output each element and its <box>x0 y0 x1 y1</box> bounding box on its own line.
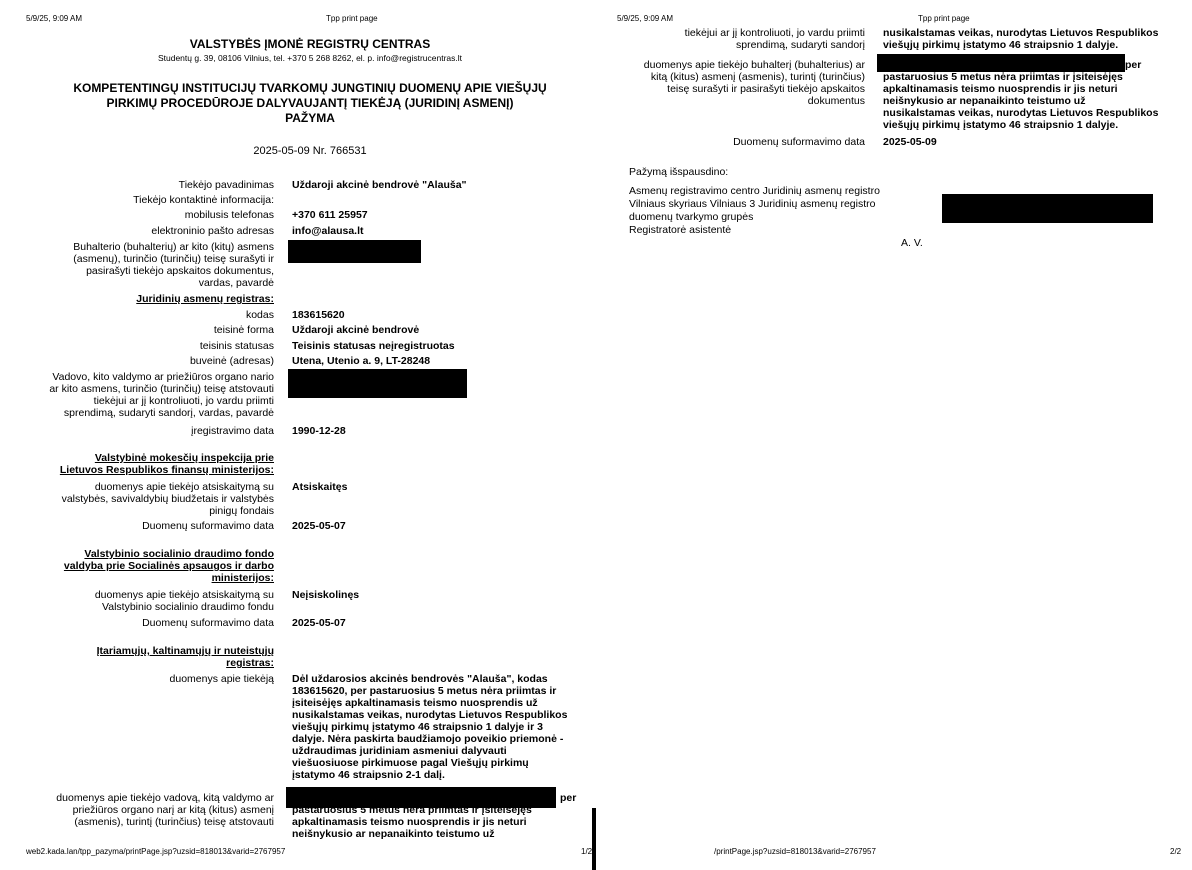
criminal-head-value-cont: nusikalstamas veikas, nurodytas Lietuvos Respublikos viešųjų pirkimų įstatymo 46 straipsnio 1 dalyje. <box>883 27 1159 51</box>
head-label: Vadovo, kito valdymo ar priežiūros organo nario ar kito asmens, turinčio (turinčių) teisę atstovauti tiekėjui ar jį kontroliuoti, jo vardu priimti sprendimą, sudaryti sandorį, vardas, pavardė <box>49 371 274 419</box>
legal-registry-section: Juridinių asmenų registras: <box>136 293 274 305</box>
tax-section: Valstybinė mokesčių inspekcija prie Lietuvos Respublikos finansų ministerijos: <box>59 452 274 476</box>
organization-address: Studentų g. 39, 08106 Vilnius, tel. +370 5 268 8262, el. p. info@registrucentras.lt <box>157 53 463 63</box>
legal-form-label: teisinė forma <box>213 324 274 336</box>
title-line-2: PIRKIMŲ PROCEDŪROJE DALYVAUJANTĮ TIEKĖJĄ (JURIDINĮ ASMENĮ) <box>106 96 514 110</box>
contact-label: Tiekėjo kontaktinė informacija: <box>133 194 274 206</box>
criminal-date-label: Duomenų suformavimo data <box>733 136 865 148</box>
social-date-label: Duomenų suformavimo data <box>142 617 274 629</box>
criminal-supplier-label: duomenys apie tiekėją <box>169 673 274 685</box>
reg-date-value: 1990-12-28 <box>292 425 346 437</box>
print-page-2 <box>596 0 1192 870</box>
tax-date-value: 2025-05-07 <box>292 520 346 532</box>
document-title <box>20 81 600 126</box>
tax-date-label: Duomenų suformavimo data <box>142 520 274 532</box>
legal-form-value: Uždaroji akcinė bendrovė <box>292 324 420 336</box>
social-data-value: Neįsiskolinęs <box>292 589 360 601</box>
redaction-block <box>942 194 1153 223</box>
seat-label: buveinė (adresas) <box>189 355 274 367</box>
criminal-supplier-value: Dėl uždarosios akcinės bendrovės "Alauša", kodas 183615620, per pastaruosius 5 metus nėra priimtas ir įsiteisėjęs apkaltinamasis teismo nuosprendis už nusikalstamas veikas, nurodytas Lietuvos Respublikos viešųjų pirkimų įstatymo 46 straipsnio 1 dalyje ir 3 dalyje. Nėra paskirta baudžiamojo poveikio priemonė - uždraudimas juridiniam asmeniui dalyvauti viešuosiuose pirkimuose pagal Viešųjų pirkimų įstatymo 46 straipsnio 2-1 dalį. <box>292 673 568 781</box>
printed-by-label: Pažymą išspausdino: <box>629 166 729 178</box>
footer-page-number: 1/2 <box>581 847 593 856</box>
accountant-label: Buhalterio (buhalterių) ar kito (kitų) asmens (asmenų), turinčio (turinčių) teisę surašyti ir pasirašyti tiekėjo apskaitos dokumentus, vardas, pavardė <box>73 241 274 289</box>
code-label: kodas <box>245 309 274 321</box>
tax-data-label: duomenys apie tiekėjo atsiskaitymą su valstybės, savivaldybių biudžetais ir valstybės pinigų fondais <box>61 481 274 517</box>
social-data-label: duomenys apie tiekėjo atsiskaitymą su Valstybinio socialinio draudimo fondu <box>94 589 274 613</box>
criminal-accountant-suffix: per <box>1125 59 1142 71</box>
redaction-block <box>877 54 1125 72</box>
criminal-head-label-cont: tiekėjui ar jį kontroliuoti, jo vardu priimti sprendimą, sudaryti sandorį <box>684 27 865 51</box>
criminal-accountant-label: duomenys apie tiekėjo buhalterį (buhalterius) ar kitą (kitus) asmenį (asmenis), turintį (turinčius) teisę surašyti ir pasirašyti tiekėjo apskaitos dokumentus <box>643 59 865 107</box>
email-label: elektroninio pašto adresas <box>151 225 274 237</box>
supplier-name-value: Uždaroji akcinė bendrovė "Alauša" <box>292 179 467 191</box>
supplier-name-label: Tiekėjo pavadinimas <box>178 179 274 191</box>
criminal-section: Įtariamųjų, kaltinamųjų ir nuteistųjų registras: <box>96 645 274 669</box>
phone-value: +370 611 25957 <box>292 209 368 221</box>
title-line-3: PAŽYMA <box>285 111 335 125</box>
reg-date-label: įregistravimo data <box>191 425 274 437</box>
document-date-number: 2025-05-09 Nr. 766531 <box>253 145 367 157</box>
phone-label: mobilusis telefonas <box>184 209 274 221</box>
print-title: Tpp print page <box>326 14 378 23</box>
print-timestamp: 5/9/25, 9:09 AM <box>26 14 83 23</box>
print-timestamp: 5/9/25, 9:09 AM <box>617 14 674 23</box>
code-value: 183615620 <box>292 309 345 321</box>
criminal-head-label: duomenys apie tiekėjo vadovą, kitą valdymo ar priežiūros organo narį ar kitą (kitus) asmenį (asmenis), turintį (turinčius) teisę atstovauti <box>56 792 274 828</box>
criminal-head-suffix: per <box>560 792 577 804</box>
social-date-value: 2025-05-07 <box>292 617 346 629</box>
footer-page-number: 2/2 <box>1170 847 1182 856</box>
email-value: info@alausa.lt <box>292 225 364 237</box>
tax-data-value: Atsiskaitęs <box>292 481 348 493</box>
criminal-accountant-value: pastaruosius 5 metus nėra priimtas ir įsiteisėjęs apkaltinamasis teismo nuosprendis ir jis neturi neišnykusio ar nepanaikinto teistumo už nusikalstamas veikas, nurodytas Lietuvos Respublikos viešųjų pirkimų įstatymo 46 straipsnio 1 dalyje. <box>883 71 1159 131</box>
seat-value: Utena, Utenio a. 9, LT-28248 <box>292 355 431 367</box>
legal-status-label: teisinis statusas <box>199 340 274 352</box>
footer-url: /printPage.jsp?uzsid=818013&varid=2767957 <box>714 847 876 856</box>
seal-mark: A. V. <box>901 237 923 249</box>
redaction-block <box>288 240 421 263</box>
footer-url: web2.kada.lan/tpp_pazyma/printPage.jsp?uzsid=818013&varid=2767957 <box>26 847 286 856</box>
organization-name: VALSTYBĖS ĮMONĖ REGISTRŲ CENTRAS <box>189 37 431 51</box>
social-section: Valstybinio socialinio draudimo fondo valdyba prie Socialinės apsaugos ir darbo ministerijos: <box>63 548 274 584</box>
print-title: Tpp print page <box>918 14 970 23</box>
title-line-1: KOMPETENTINGŲ INSTITUCIJŲ TVARKOMŲ JUNGTINIŲ DUOMENŲ APIE VIEŠŲJŲ <box>73 81 547 95</box>
redaction-block <box>288 369 467 398</box>
registrar-info: Asmenų registravimo centro Juridinių asmenų registro Vilniaus skyriaus Vilniaus 3 Juridinių asmenų registro duomenų tvarkymo grupės Registratorė asistentė <box>629 185 880 236</box>
criminal-head-value: pastaruosius 5 metus nėra priimtas ir įsiteisėjęs apkaltinamasis teismo nuosprendis ir jis neturi neišnykusio ar nepanaikinto teistumo už <box>292 804 532 840</box>
legal-status-value: Teisinis statusas neįregistruotas <box>292 340 455 352</box>
criminal-date-value: 2025-05-09 <box>883 136 937 148</box>
